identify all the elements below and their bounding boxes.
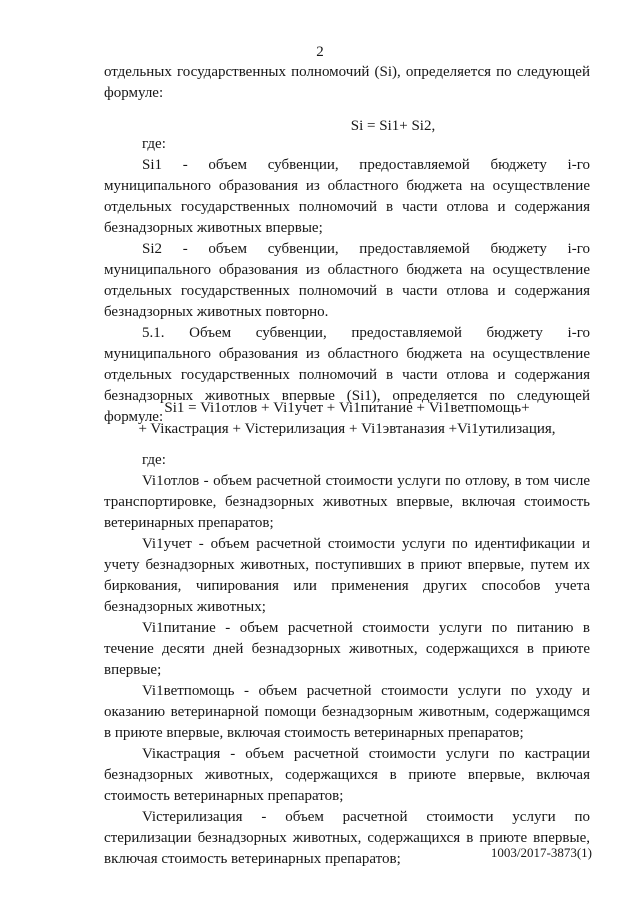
document-code: 1003/2017-3873(1) [490,845,592,860]
formula-si1 [104,398,590,440]
intro-paragraph [104,62,590,104]
definition-pitanie: Vi1питание - объем расчетной стоимости услуги по питанию в течение десяти дней безнадзорных животных, содержащихся в приюте впервые; [104,620,590,678]
definition-otlov: Vi1отлов - объем расчетной стоимости услуги по отлову, в том числе транспортировке, безнадзорных животных впервые, включая стоимость ветеринарных препаратов; [104,473,590,531]
definition-si1: Si1 - объем субвенции, предоставляемой бюджету i-го муниципального образования из областного бюджета на осуществление отдельных государственных полномочий в части отлова и содержания безнадзорных животных впервые; [104,157,590,236]
page-number: 2 [316,44,324,60]
where-label: где: [142,136,166,152]
paragraph-5-1: 5.1. Объем субвенции, предоставляемой бюджету i-го муниципального образования из областного бюджета на осуществление отдельных государственных полномочий в части отлова и содержания безнадзорных животных впервые (Si1), определяется по следующей формуле: [104,325,590,425]
definitions-si [104,134,590,428]
intro-line-1: отдельных государственных полномочий (Si), определяется по следующей [104,64,590,80]
definition-sterilizaciya: Viстерилизация - объем расчетной стоимости услуги по стерилизации безнадзорных животных, содержащихся в приюте впервые, включая стоимость ветеринарных препаратов; [104,809,590,867]
definition-kastraciya: Viкастрация - объем расчетной стоимости услуги по кастрации безнадзорных животных, содержащихся в приюте впервые, включая стоимость ветеринарных препаратов; [104,746,590,804]
formula-si1-line-2: + Viкастрация + Viстерилизация + Vi1эвтаназия +Vi1утилизация, [138,421,556,437]
definition-vetpomosh: Vi1ветпомощь - объем расчетной стоимости услуги по уходу и оказанию ветеринарной помощи безнадзорным животным, содержащимся в приюте впервые, включая стоимость ветеринарных препаратов; [104,683,590,741]
definition-uchet: Vi1учет - объем расчетной стоимости услуги по идентификации и учету безнадзорных животных, поступивших в приют впервые, путем их биркования, чипирования или применения других способов учета безнадзорных животных; [104,536,590,615]
where-label: где: [142,452,166,468]
definition-si2: Si2 - объем субвенции, предоставляемой бюджету i-го муниципального образования из областного бюджета на осуществление отдельных государственных полномочий в части отлова и содержания безнадзорных животных повторно. [104,241,590,320]
intro-line-2: формуле: [104,85,164,101]
formula-si1-line-1: Si1 = Vi1отлов + Vi1учет + Vi1питание + Vi1ветпомощь+ [164,400,530,416]
formula-si: Si = Si1+ Si2, [350,118,436,134]
definitions-si1-components [104,450,590,870]
